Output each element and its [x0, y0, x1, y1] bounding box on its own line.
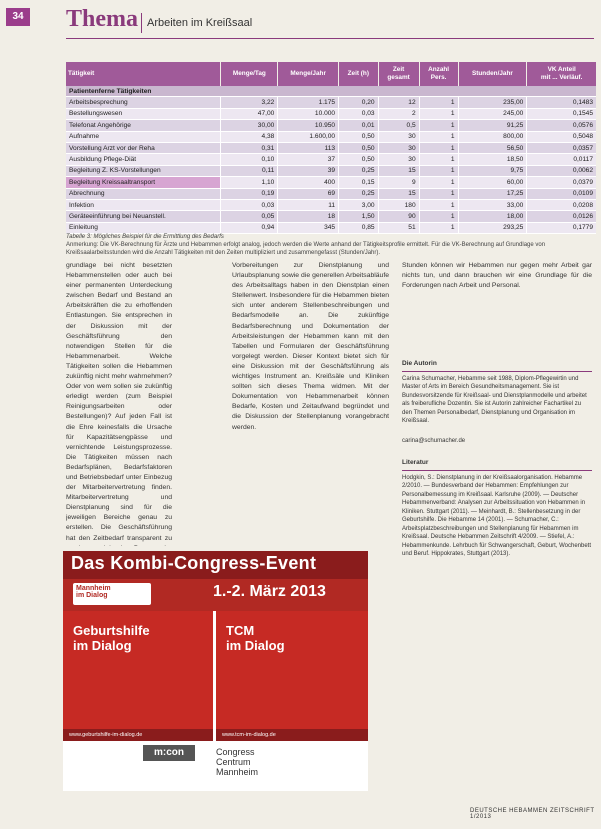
table-cell: 0,0576 — [527, 120, 596, 131]
table-cell: 30 — [378, 142, 419, 153]
table-cell: 56,50 — [458, 142, 527, 153]
table-column-header: Zeit (h) — [339, 62, 378, 86]
table-cell: 51 — [378, 222, 419, 233]
table-cell: 17,25 — [458, 188, 527, 199]
table-cell: 1 — [419, 177, 458, 188]
author-email[interactable]: carina@schumacher.de — [402, 437, 466, 444]
table-section-row — [66, 86, 596, 97]
table-cell: 0,0126 — [527, 211, 596, 222]
table-cell: 11 — [278, 199, 339, 210]
table-cell: 0,20 — [339, 97, 378, 108]
table-cell: 4,38 — [221, 131, 278, 142]
table-cell: 30 — [378, 154, 419, 165]
table-cell: Arbeitsbesprechung — [66, 97, 221, 108]
table-cell: 9,75 — [458, 165, 527, 176]
table-row — [66, 222, 596, 233]
table-cell: 0,5 — [378, 120, 419, 131]
table-cell: 1.175 — [278, 97, 339, 108]
author-bio: Carina Schumacher, Hebamme seit 1988, Diplom-Pflegewirtin und Master of Arts im Bereich Gesundheitsmanagement. Sie ist Bundesvorsitzende für Kreißsaal- und Dienstplanmodelle und arbeitet als freiberufliche Dozentin. Sie ist Autorin zahlreicher Fachartikel zu den Themen Personalbedarf, Dienstplanung und Organisation im Kreißsaal. — [402, 375, 587, 424]
table-column-header: Anzahl Pers. — [419, 62, 458, 86]
header-separator — [141, 13, 142, 33]
table-cell: 1 — [419, 131, 458, 142]
table-cell: 10.000 — [278, 108, 339, 119]
ad-link[interactable]: www.tcm-im-dialog.de — [216, 729, 368, 741]
table-cell: Infektion — [66, 199, 221, 210]
table-row — [66, 177, 596, 188]
table-cell: 0,0379 — [527, 177, 596, 188]
table-cell: Begleitung Kreissaaltransport — [66, 177, 221, 188]
sidebar-rule — [402, 371, 592, 372]
table-cell: 60,00 — [458, 177, 527, 188]
table-cell: 1,10 — [221, 177, 278, 188]
ad-title: Das Kombi-Congress-Event — [71, 553, 317, 573]
table-cell: 1.600,00 — [278, 131, 339, 142]
table-cell: 0,01 — [339, 120, 378, 131]
table-column-header: Zeit gesamt — [378, 62, 419, 86]
table-cell: 69 — [278, 188, 339, 199]
table-cell: 0,03 — [339, 108, 378, 119]
table-cell: 2 — [378, 108, 419, 119]
table-cell: 10.950 — [278, 120, 339, 131]
table-cell: 1 — [419, 199, 458, 210]
ad-date: 1.-2. März 2013 — [213, 583, 326, 600]
table-row — [66, 131, 596, 142]
table-cell: 1 — [419, 142, 458, 153]
table-cell: Aufnahme — [66, 131, 221, 142]
table-cell: 0,0117 — [527, 154, 596, 165]
table-cell: 37 — [278, 154, 339, 165]
table-cell: 0,0208 — [527, 199, 596, 210]
table-cell: 12 — [378, 97, 419, 108]
table-cell: 0,50 — [339, 154, 378, 165]
table-cell: 345 — [278, 222, 339, 233]
ad-panel-tcm — [216, 611, 368, 741]
table-row — [66, 188, 596, 199]
table-cell: 15 — [378, 165, 419, 176]
table-cell: 0,0357 — [527, 142, 596, 153]
table-body — [66, 86, 596, 234]
table-cell: 1 — [419, 154, 458, 165]
table-column-header: Stunden/Jahr — [458, 62, 527, 86]
mcon-logo: m:con — [143, 745, 195, 761]
table-cell: 0,50 — [339, 131, 378, 142]
table-cell: 30 — [378, 131, 419, 142]
table-row — [66, 165, 596, 176]
ad-badge: Mannheim im Dialog — [73, 583, 151, 605]
table-cell: 0,50 — [339, 142, 378, 153]
table-cell: 33,00 — [458, 199, 527, 210]
table-cell: 15 — [378, 188, 419, 199]
page-number: 34 — [6, 8, 30, 26]
table-row — [66, 142, 596, 153]
table-cell: Abrechnung — [66, 188, 221, 199]
table-cell: 180 — [378, 199, 419, 210]
table-cell: 1 — [419, 211, 458, 222]
section-title: Thema — [66, 6, 138, 32]
table-cell: 0,5048 — [527, 131, 596, 142]
body-column-2 — [232, 261, 389, 546]
table-cell: 400 — [278, 177, 339, 188]
table-caption — [66, 233, 596, 257]
table-cell: 1 — [419, 188, 458, 199]
venue-name: Congress Centrum Mannheim — [216, 747, 259, 777]
table-row — [66, 108, 596, 119]
table-cell: 3,22 — [221, 97, 278, 108]
table-cell: 0,11 — [221, 165, 278, 176]
page-footer: DEUTSCHE HEBAMMEN ZEITSCHRIFT 1/2013 — [470, 808, 595, 820]
table-section-label: Patientenferne Tätigkeiten — [66, 86, 596, 97]
table-cell: 0,0109 — [527, 188, 596, 199]
table-cell: Einleitung — [66, 222, 221, 233]
ad-header — [63, 551, 368, 579]
table-cell: 1 — [419, 222, 458, 233]
table-cell: Ausbildung Pflege-Diät — [66, 154, 221, 165]
table-cell: 39 — [278, 165, 339, 176]
table-cell: 18 — [278, 211, 339, 222]
table-cell: 1 — [419, 120, 458, 131]
table-cell: 235,00 — [458, 97, 527, 108]
page-header — [0, 0, 601, 40]
table-cell: 0,1483 — [527, 97, 596, 108]
table-cell: 0,1779 — [527, 222, 596, 233]
caption-title: Tabelle 3: Mögliches Beispiel für die Ermittlung des Bedarfs — [66, 234, 224, 240]
table-cell: 800,00 — [458, 131, 527, 142]
ad-footer — [63, 741, 368, 791]
table-cell: Geräteeinführung bei Neuanstell. — [66, 211, 221, 222]
table-cell: Bestellungswesen — [66, 108, 221, 119]
table-cell: 3,00 — [339, 199, 378, 210]
table-cell: 47,00 — [221, 108, 278, 119]
table-row — [66, 97, 596, 108]
table-cell: 0,19 — [221, 188, 278, 199]
table-cell: Telefonat Angehörige — [66, 120, 221, 131]
table-cell: 0,03 — [221, 199, 278, 210]
table-cell: 0,0062 — [527, 165, 596, 176]
sidebar — [402, 360, 592, 814]
section-subtitle: Arbeiten im Kreißsaal — [147, 17, 253, 29]
advertisement[interactable] — [63, 551, 368, 791]
author-heading: Die Autorin — [402, 360, 437, 367]
table-cell: 0,05 — [221, 211, 278, 222]
table-cell: 0,1545 — [527, 108, 596, 119]
table-cell: 113 — [278, 142, 339, 153]
table-cell: 1,50 — [339, 211, 378, 222]
literature-list: Hodgkin, S.: Dienstplanung in der Kreißsaalorganisation. Hebamme 2/2010. — Bundesverband der Hebammen: Empfehlungen zur Personalbemessung im Kreißsaal. Karlsruhe (2009). — Deutscher Hebammenverband: Analysen zur Arbeitssituation von Hebammen in Kliniken. Stuttgart (2011). — Meinhardt, B.: Stellenbesetzung in der Geburtshilfe. Die Hebamme 14 (2001). — Schumacher, C.: Arbeitsplatzbeschreibungen und Stellenplanung für Hebammen im Kreißsaal. Deutsche Hebammen Zeitschrift 4/2009. — Stiefel, A.: Hebammenkunde. Lehrbuch für Schwangerschaft, Geburt, Wochenbett und Beruf. Hippokrates, Stuttgart (2013). — [402, 474, 591, 557]
body-text: Vorbereitungen zur Dienstplanung und Urlaubsplanung sowie die generellen Arbeitsabläufe des Arbeitsalltags haben in den Dienstplan einen Stellenwert. Insbesondere für die Hebammen bieten sich unter anderem Stellenbeschreibungen und Bedarfsmodelle an. Die zukünftige Bedarfsberechnung und Dokumentation der Arbeitsleistungen der Hebammen kann mit den Tabellen und Formularen der Geschäftsführung vorgelegt werden. Dieser Kontext bietet sich für eine Diskussion mit der Geschäftsführung als wichtiges Instrument an. Kreißsäle und Kliniken sollten sich dieses Thema widmen. Mit der Dokumentation von Hebammenarbeit können Bedarfe, Kosten und Zeitaufwand begründet und die Diskussion der Stellenplanung vorangebracht werden. — [232, 262, 389, 431]
table-cell: 0,25 — [339, 188, 378, 199]
table-row — [66, 211, 596, 222]
table-cell: 0,10 — [221, 154, 278, 165]
caption-note: Anmerkung: Die VK-Berechnung für Ärzte und Hebammen erfolgt analog, jedoch werden die Werte anhand der Tätigkeitsprofile ermittelt. Für die VK-Berechnung auf Grundlage von Kreißsaalarbeitsstunden wird die Anzahl Tätigkeiten mit den Zeiten multipliziert und zusammengefasst (Stunden/Jahr). — [66, 242, 546, 256]
table-cell: 9 — [378, 177, 419, 188]
ad-link[interactable]: www.geburtshilfe-im-dialog.de — [63, 729, 213, 741]
table-cell: 1 — [419, 108, 458, 119]
activity-table — [66, 62, 596, 234]
ad-panel-heading: TCM im Dialog — [226, 623, 285, 653]
table-cell: 30,00 — [221, 120, 278, 131]
table-column-header: Menge/Jahr — [278, 62, 339, 86]
table-cell: 0,94 — [221, 222, 278, 233]
body-text: grundlage bei nicht besetzten Hebammenstellen oder auch bei einer permanenten Unterdeckung zwischen Bedarf und Bestand an Arbeitskräften die zu erhoffenden Entlastungen. Sie entsprechen in der Diskussion mit der Geschäftsführung den notwendigen Stellen für die Hebammenarbeit. Welche Tätigkeiten sollen die Hebammen zukünftig nicht mehr wahrnehmen? Oder von wem sollen sie zukünftig erledigt werden (zum Beispiel Reinigungsarbeiten oder Bestellungen)? Auf jeden Fall ist die Ehre keinesfalls die Ursache für Kapazitätsengpässe und vernichtende Leistungsprozesse. Die Tätigkeiten müssen nach Bedarfsplänen, Bedarfsfaktoren und Betriebsbedarf unter Einbezug der Mitarbeitervertretung finden. Mitarbeitervertretung und Dienstplanung sind für die jeweiligen Bereiche genau zu erstellen. Die Geschäftsführung hat den Zeitbedarf transparent zu — [66, 262, 172, 542]
table-cell: Vorstellung Arzt vor der Reha — [66, 142, 221, 153]
table-cell: 0,25 — [339, 165, 378, 176]
table-column-header: VK Anteil mit ... Verläuf. — [527, 62, 596, 86]
sidebar-rule — [402, 470, 592, 471]
table-column-header: Tätigkeit — [66, 62, 221, 86]
table-cell: 245,00 — [458, 108, 527, 119]
body-column-3 — [402, 261, 592, 336]
table-row — [66, 199, 596, 210]
literature-heading: Literatur — [402, 459, 429, 466]
ad-panel-geburtshilfe — [63, 611, 213, 741]
ad-panel-heading: Geburtshilfe im Dialog — [73, 623, 150, 653]
table-row — [66, 154, 596, 165]
table-cell: 18,50 — [458, 154, 527, 165]
table-row — [66, 120, 596, 131]
table-cell: 0,31 — [221, 142, 278, 153]
table-cell: 90 — [378, 211, 419, 222]
header-rule — [66, 38, 594, 39]
table-cell: 0,15 — [339, 177, 378, 188]
body-text: Stunden können wir Hebammen nur gegen mehr Arbeit gar nichts tun, und dann brauchen wir eine Grundlage für die Forderungen nach Arbeit und Personal. — [402, 262, 592, 290]
table-cell: 1 — [419, 165, 458, 176]
table-cell: 0,85 — [339, 222, 378, 233]
table-cell: 18,00 — [458, 211, 527, 222]
body-column-1 — [66, 261, 172, 546]
table-header-row — [66, 62, 596, 86]
table-cell: Begleitung Z. KS-Vorstellungen — [66, 165, 221, 176]
table-cell: 1 — [419, 97, 458, 108]
table-cell: 91,25 — [458, 120, 527, 131]
table-column-header: Menge/Tag — [221, 62, 278, 86]
table-cell: 293,25 — [458, 222, 527, 233]
